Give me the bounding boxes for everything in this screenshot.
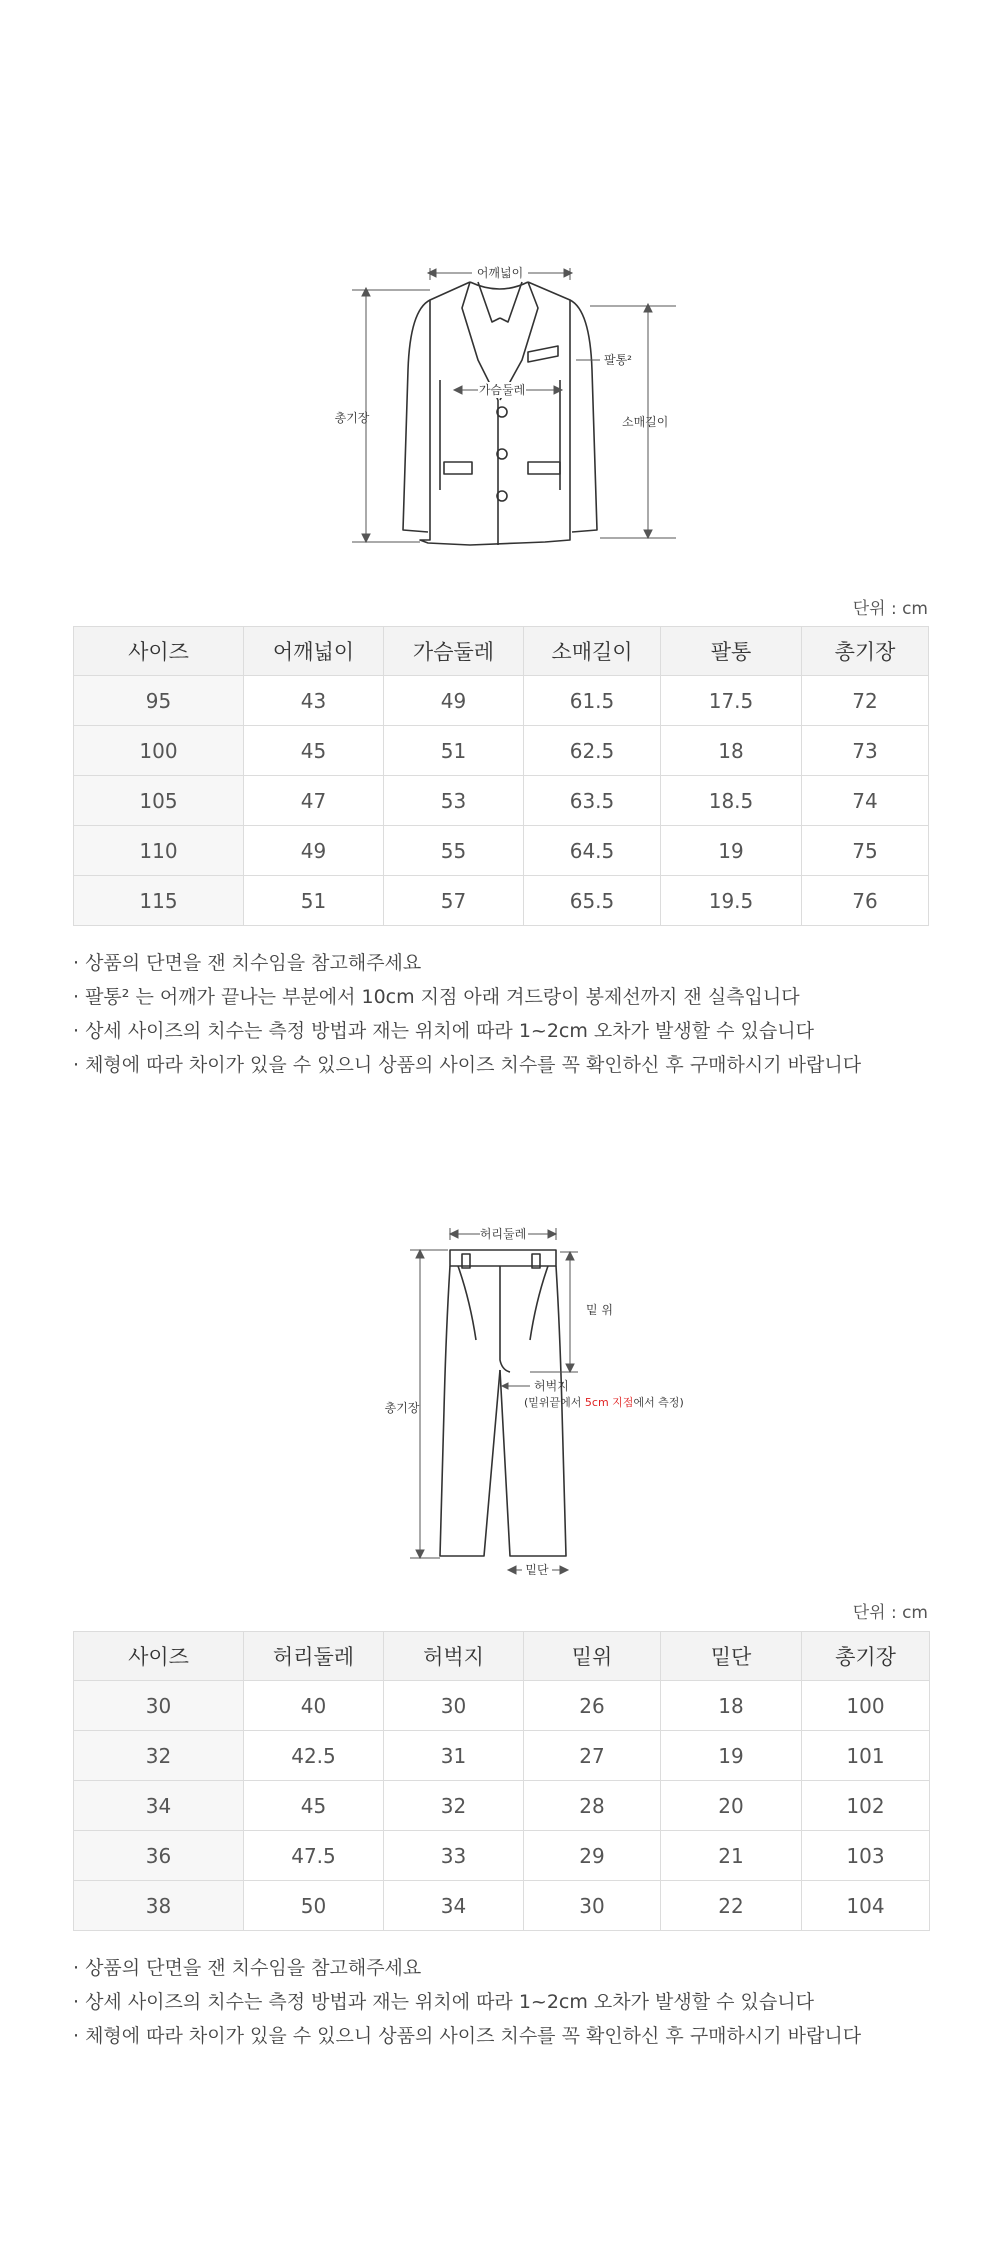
header-cell: 밑단 (661, 1632, 802, 1681)
table-cell: 101 (802, 1731, 930, 1781)
jacket-illustration (0, 240, 1000, 560)
header-cell: 밑위 (524, 1632, 661, 1681)
table-cell: 105 (74, 776, 244, 826)
pants-label-thigh-note (524, 1395, 684, 1409)
table-cell: 74 (802, 776, 929, 826)
table-cell: 31 (384, 1731, 524, 1781)
table-cell: 28 (524, 1781, 661, 1831)
table-cell: 19 (661, 826, 802, 876)
table-row (74, 676, 929, 726)
table-cell: 64.5 (524, 826, 661, 876)
pants-notes (73, 1951, 861, 2053)
table-cell: 18.5 (661, 776, 802, 826)
pants-illustration (0, 1210, 1000, 1580)
note-item: · 팔통² 는 어깨가 끝나는 부분에서 10cm 지점 아래 겨드랑이 봉제선까지 잰 실측입니다 (73, 986, 800, 1008)
table-row (74, 1681, 930, 1731)
jacket-label-shoulder: 어깨넓이 (476, 266, 524, 280)
header-cell: 어깨넓이 (244, 627, 384, 676)
table-cell: 51 (244, 876, 384, 926)
jacket-notes (73, 946, 861, 1082)
table-cell: 34 (74, 1781, 244, 1831)
table-cell: 29 (524, 1831, 661, 1881)
table-row (74, 1881, 930, 1931)
header-cell: 총기장 (802, 1632, 930, 1681)
pants-label-hem: 밑단 (525, 1563, 549, 1577)
table-cell: 115 (74, 876, 244, 926)
table-cell: 34 (384, 1881, 524, 1931)
table-row (74, 1831, 930, 1881)
table-cell: 33 (384, 1831, 524, 1881)
table-cell: 103 (802, 1831, 930, 1881)
thigh-note-highlight: 5cm 지점 (584, 1396, 634, 1409)
pants-label-waist: 허리둘레 (479, 1227, 527, 1241)
table-cell: 20 (661, 1781, 802, 1831)
note-item: · 상품의 단면을 잰 치수임을 참고해주세요 (73, 952, 422, 974)
table-cell: 61.5 (524, 676, 661, 726)
table-cell: 51 (384, 726, 524, 776)
table-cell: 47 (244, 776, 384, 826)
table-cell: 49 (244, 826, 384, 876)
table-cell: 38 (74, 1881, 244, 1931)
table-cell: 30 (384, 1681, 524, 1731)
table-cell: 42.5 (244, 1731, 384, 1781)
table-cell: 26 (524, 1681, 661, 1731)
table-cell: 95 (74, 676, 244, 726)
pants-unit-label: 단위 : cm (852, 1603, 928, 1623)
table-cell: 104 (802, 1881, 930, 1931)
header-cell: 사이즈 (74, 627, 244, 676)
table-cell: 21 (661, 1831, 802, 1881)
pants-diagram (0, 1210, 1000, 1580)
header-cell: 가슴둘레 (384, 627, 524, 676)
table-cell: 18 (661, 1681, 802, 1731)
jacket-unit-label: 단위 : cm (852, 599, 928, 619)
pants-label-thigh: 허벅지 (534, 1379, 569, 1393)
jacket-label-upper-arm: 팔통² (604, 353, 632, 367)
table-cell: 49 (384, 676, 524, 726)
table-cell: 45 (244, 1781, 384, 1831)
pants-label-total-length: 총기장 (384, 1401, 420, 1415)
jacket-label-total-length: 총기장 (334, 411, 370, 425)
table-row (74, 776, 929, 826)
pants-size-table (73, 1631, 930, 1931)
table-cell: 30 (524, 1881, 661, 1931)
table-cell: 30 (74, 1681, 244, 1731)
header-cell: 사이즈 (74, 1632, 244, 1681)
table-cell: 102 (802, 1781, 930, 1831)
header-cell: 팔통 (661, 627, 802, 676)
header-cell: 허리둘레 (244, 1632, 384, 1681)
table-cell: 40 (244, 1681, 384, 1731)
jacket-diagram (0, 240, 1000, 560)
table-cell: 43 (244, 676, 384, 726)
table-row (74, 1781, 930, 1831)
table-cell: 27 (524, 1731, 661, 1781)
header-cell: 허벅지 (384, 1632, 524, 1681)
header-cell: 소매길이 (524, 627, 661, 676)
table-cell: 36 (74, 1831, 244, 1881)
table-cell: 22 (661, 1881, 802, 1931)
table-row (74, 1731, 930, 1781)
thigh-note-suffix: 에서 측정) (633, 1396, 684, 1409)
table-cell: 32 (384, 1781, 524, 1831)
table-cell: 32 (74, 1731, 244, 1781)
table-cell: 55 (384, 826, 524, 876)
table-cell: 100 (802, 1681, 930, 1731)
note-item: · 상세 사이즈의 치수는 측정 방법과 재는 위치에 따라 1~2cm 오차가 발생할 수 있습니다 (73, 1991, 814, 2013)
thigh-note-prefix: (밑위끝에서 (524, 1396, 585, 1409)
table-header-row (74, 627, 929, 676)
table-cell: 65.5 (524, 876, 661, 926)
table-row (74, 876, 929, 926)
table-cell: 72 (802, 676, 929, 726)
table-cell: 19 (661, 1731, 802, 1781)
table-cell: 110 (74, 826, 244, 876)
table-cell: 19.5 (661, 876, 802, 926)
table-row (74, 726, 929, 776)
header-cell: 총기장 (802, 627, 929, 676)
jacket-label-sleeve: 소매길이 (622, 415, 669, 429)
table-cell: 73 (802, 726, 929, 776)
note-item: · 체형에 따라 차이가 있을 수 있으니 상품의 사이즈 치수를 꼭 확인하신 후 구매하시기 바랍니다 (73, 2025, 862, 2047)
table-cell: 76 (802, 876, 929, 926)
note-item: · 상품의 단면을 잰 치수임을 참고해주세요 (73, 1957, 422, 1979)
table-cell: 57 (384, 876, 524, 926)
table-cell: 45 (244, 726, 384, 776)
table-cell: 62.5 (524, 726, 661, 776)
table-cell: 53 (384, 776, 524, 826)
table-cell: 75 (802, 826, 929, 876)
note-item: · 체형에 따라 차이가 있을 수 있으니 상품의 사이즈 치수를 꼭 확인하신 후 구매하시기 바랍니다 (73, 1054, 862, 1076)
note-item: · 상세 사이즈의 치수는 측정 방법과 재는 위치에 따라 1~2cm 오차가 발생할 수 있습니다 (73, 1020, 814, 1042)
table-cell: 47.5 (244, 1831, 384, 1881)
table-cell: 100 (74, 726, 244, 776)
jacket-size-table (73, 626, 929, 926)
table-cell: 18 (661, 726, 802, 776)
table-row (74, 826, 929, 876)
table-cell: 50 (244, 1881, 384, 1931)
table-header-row (74, 1632, 930, 1681)
pants-label-rise: 밑 위 (586, 1303, 613, 1317)
table-cell: 17.5 (661, 676, 802, 726)
table-cell: 63.5 (524, 776, 661, 826)
jacket-label-chest: 가슴둘레 (478, 383, 526, 397)
